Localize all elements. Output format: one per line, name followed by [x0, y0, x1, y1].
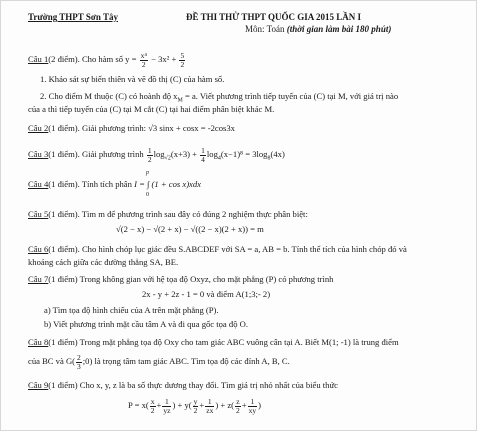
- question-1-label: Câu 1: [28, 53, 49, 64]
- question-1-text: (2 điểm). Cho hàm số y =: [48, 53, 139, 64]
- question-6-label: Câu 6: [28, 244, 49, 254]
- question-4: Câu 4(1 điểm). Tính tích phân I = ∫ (1 + cos x)xdx: [28, 179, 201, 189]
- question-7-part-a: a) Tìm tọa độ hình chiếu của A trên mặt phẳng (P).: [44, 305, 219, 315]
- subject-prefix: Môn: Toán: [245, 24, 287, 34]
- question-5-label: Câu 5: [28, 209, 49, 219]
- question-2: Câu 2(1 điểm). Giải phương trình: √3 sinx + cosx = -2cos3x: [28, 123, 235, 133]
- fraction-5-over-2: $\frac{5}{2}$: [180, 51, 185, 69]
- question-8: Câu 8(1 điểm) Trong mặt phẳng tọa độ Oxy cho tam giác ABC vuông cân tại A. Biết M(1; -1) là trung điểm: [28, 337, 399, 347]
- question-8-cont: của BC và G( $\frac{2}{3}$ ;0) là trọng tâm tam giác ABC. Tìm tọa độ các đỉnh A, B, C.: [28, 353, 290, 371]
- question-1-sub2: 2. Cho điểm M thuộc (C) có hoành độ $x_M = a$. Viết phương trình tiếp tuyến của (C) tại M, với giá trị nào: [40, 91, 399, 104]
- question-9-formula: P = x( $\frac{x}{2}$ + $\frac{1}{yz}$ ) + y( $\frac{y}{2}$ + $\frac{1}{zx}$ ) + z( $\frac{z}{2}$ + $\frac{1}{xy}$ ): [128, 397, 262, 415]
- question-4-label: Câu 4: [28, 179, 49, 189]
- subject-line: [245, 24, 391, 34]
- question-7: Câu 7(1 điểm) Trong không gian với hệ tọa độ Oxyz, cho mặt phẳng (P) có phương trình: [28, 274, 334, 284]
- subject-time: (thời gian làm bài 180 phút): [286, 24, 392, 34]
- question-2-formula: √3 sinx + cosx = -2cos3x: [148, 123, 235, 133]
- question-9-label: Câu 9: [28, 380, 49, 390]
- question-8-label: Câu 8: [28, 337, 49, 347]
- integral-upper-limit: p: [146, 170, 149, 176]
- question-1-sub2-cont: của a thì tiếp tuyến của (C) tại M cắt (C) tại hai điểm phân biệt khác M.: [28, 104, 275, 114]
- question-7-part-b: b) Viết phương trình mặt cầu tâm A và đi qua gốc tọa độ O.: [44, 319, 248, 329]
- fraction-1-over-4: $\frac{1}{4}$: [201, 146, 205, 164]
- school-name: Trường THPT Sơn Tây: [28, 12, 118, 22]
- question-6: Câu 6(1 điểm). Cho hình chóp lục giác đều S.ABCDEF với SA = a, AB = b. Tính thể tích của hình chóp đó và: [28, 244, 407, 254]
- question-4-formula: I = ∫ (1 + cos x)xdx: [134, 179, 201, 189]
- question-9: Câu 9(1 điểm) Cho x, y, z là ba số thực dương thay đổi. Tìm giá trị nhỏ nhất của biểu thức: [28, 380, 338, 390]
- question-5-formula: √(2 − x) − √(2 + x) − √((2 − x)(2 + x)) = m: [116, 224, 264, 234]
- question-2-label: Câu 2: [28, 123, 49, 133]
- question-1: [28, 52, 186, 68]
- question-3-label: Câu 3: [28, 148, 49, 159]
- question-6-cont: khoảng cách giữa các đường thẳng SA, BE.: [28, 257, 179, 267]
- integral-lower-limit: 0: [146, 192, 149, 198]
- formula-middle: − 3x² +: [148, 53, 179, 64]
- question-3: Câu 3(1 điểm). Giải phương trình $\frac{1}{2}$ $\log_{√2}(x+3)$ + $\frac{1}{4}$ $\log_4(x-1)^8 = 3\log_8(4x)$: [28, 146, 285, 164]
- question-5: Câu 5(1 điểm). Tìm m để phương trình sau đây có đúng 2 nghiệm thực phân biệt:: [28, 209, 308, 219]
- question-7-formula: 2x - y + 2z - 1 = 0 và điểm A(1;3;- 2): [142, 289, 271, 299]
- fraction-2-over-3: $\frac{2}{3}$: [77, 353, 81, 371]
- exam-title: ĐỀ THI THỬ THPT QUỐC GIA 2015 LẦN I: [186, 12, 362, 22]
- question-7-label: Câu 7: [28, 274, 49, 284]
- fraction-x4-over-2: $\frac{\text{x⁴}}{2}$: [140, 51, 147, 69]
- question-1-sub1: 1. Khảo sát sự biến thiên và vẽ đồ thị (C) của hàm số.: [40, 74, 225, 84]
- fraction-1-over-2: $\frac{1}{2}$: [147, 146, 152, 164]
